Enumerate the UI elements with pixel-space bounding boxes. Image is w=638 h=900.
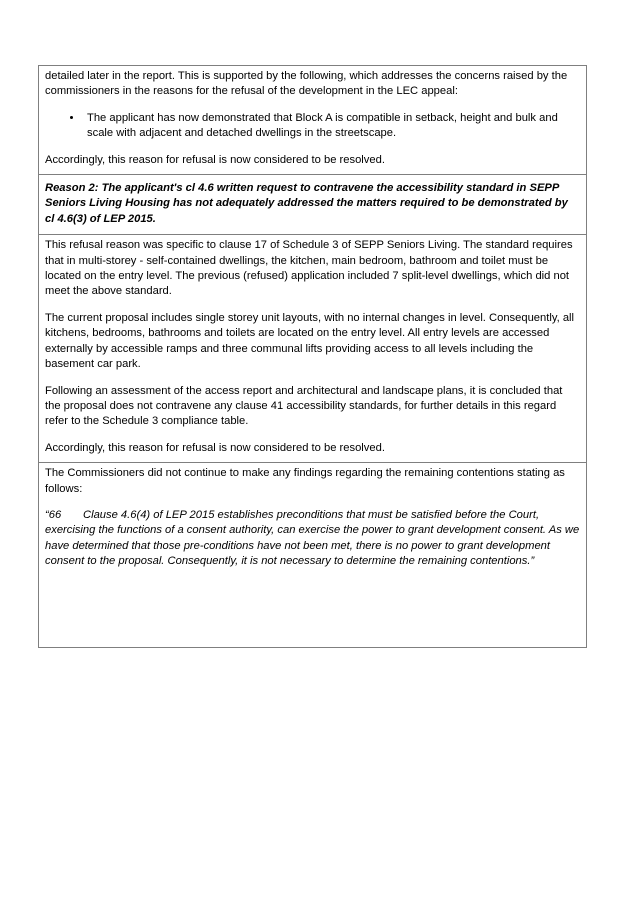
- reason-heading: Reason 2: The applicant's cl 4.6 written request to contravene the accessibility standard in SEPP Seniors Living Housing has not adequately addressed the matters required to be demonstrated by cl 4.6(3) of LEP 2015.: [45, 182, 568, 225]
- quote-block: [45, 508, 580, 570]
- table-cell-remaining-contentions: [39, 462, 586, 647]
- paragraph-conclusion: Accordingly, this reason for refusal is now considered to be resolved.: [45, 441, 385, 454]
- table-cell-reason2-heading: [39, 174, 586, 234]
- paragraph-intro: The Commissioners did not continue to make any findings regarding the remaining contentions stating as follows:: [45, 467, 565, 495]
- quote-number: “66: [45, 508, 62, 521]
- paragraph-intro: detailed later in the report. This is supported by the following, which addresses the concerns raised by the commissioners in the reasons for the refusal of the development in the LEC appeal:: [45, 70, 568, 98]
- list-item: • The applicant has now demonstrated that Block A is compatible in setback, height and bulk and scale with adjacent and detached dwellings in the streetscape.: [83, 111, 580, 142]
- bullet-list: [45, 111, 580, 142]
- table-cell-reason2-response: [39, 234, 586, 462]
- paragraph: Following an assessment of the access report and architectural and landscape plans, it is concluded that the proposal does not contravene any clause 41 accessibility standards, for further details in this regard refer to the Schedule 3 compliance table.: [45, 384, 563, 428]
- paragraph: This refusal reason was specific to clause 17 of Schedule 3 of SEPP Seniors Living. The standard requires that in multi-storey - self-contained dwellings, the kitchen, main bedroom, bathroom and toilet must be located on the entry level. The previous (refused) application included 7 split-level dwellings, which did not meet the above standard.: [45, 239, 573, 298]
- paragraph-conclusion: Accordingly, this reason for refusal is now considered to be resolved.: [45, 153, 385, 166]
- report-table: [38, 65, 587, 648]
- quote-text: Clause 4.6(4) of LEP 2015 establishes preconditions that must be satisfied before the Court, exercising the functions of a consent authority, can exercise the power to grant development consent. As we have determined that those pre-conditions have not been met, there is no power to grant development consent to the proposal. Consequently, it is not necessary to determine the remaining contentions.”: [45, 508, 580, 568]
- paragraph: The current proposal includes single storey unit layouts, with no internal changes in level. Consequently, all kitchens, bedrooms, bathrooms and toilets are located on the entry level. All entry levels are accessed externally by accessible ramps and three communal lifts providing access to all levels including the basement car park.: [45, 311, 575, 371]
- table-cell-reason1-response: [39, 66, 586, 174]
